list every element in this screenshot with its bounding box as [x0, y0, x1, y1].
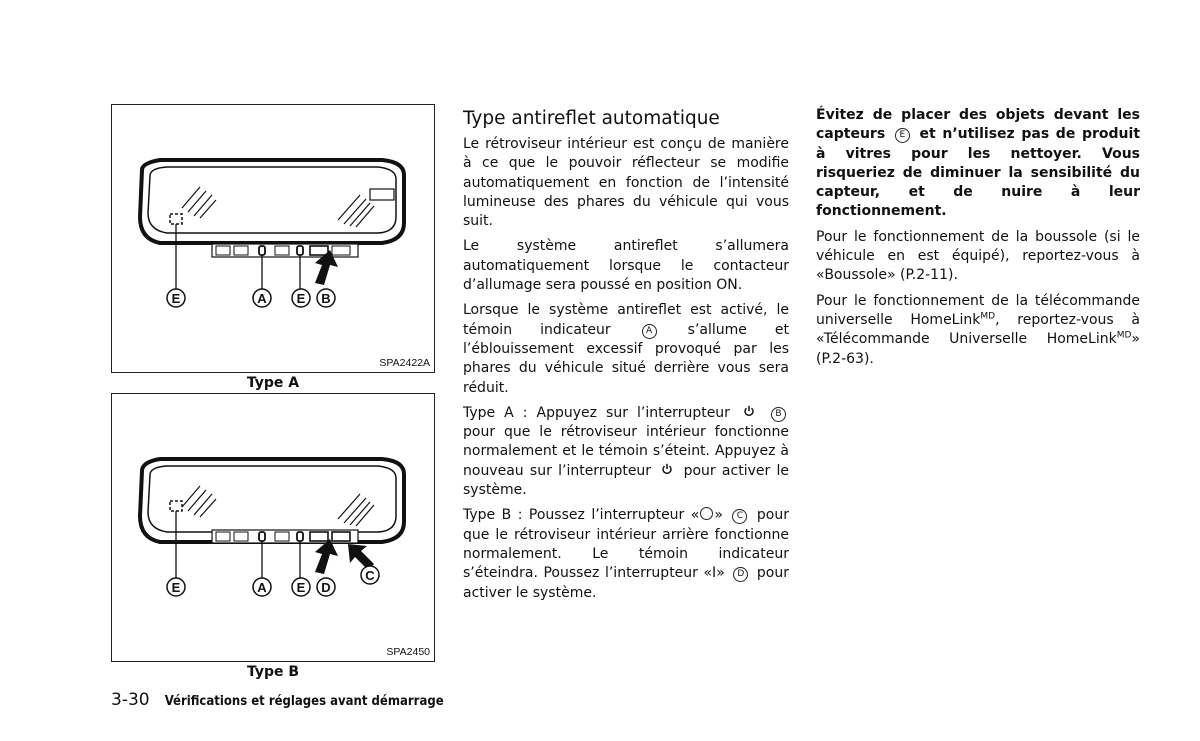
callout-a: A — [257, 580, 267, 595]
section-heading: Type antireflet automatique — [463, 108, 720, 129]
figure-caption: Type B — [246, 664, 300, 680]
paragraph: Pour le fonctionnement de la boussole (si le véhicule en est équipé), reportez-vous à «Boussole» (P.2-11). — [816, 228, 1140, 284]
paragraph: Le système antireflet s’allumera automatiquement lorsque le contacteur d’allumage sera poussé en position ON. — [463, 238, 789, 294]
callout-e: E — [296, 580, 306, 595]
callout-c: C — [365, 568, 375, 583]
circle-icon — [700, 507, 713, 520]
callout-d: D — [321, 580, 331, 595]
callout-b: B — [321, 291, 331, 306]
paragraph: Lorsque le système antireflet est activé, le témoin indicateur A s’allume et l’éblouissement excessif provoqué par les phares du véhicule situé derrière vous sera réduit. — [463, 302, 789, 396]
callout-a: A — [257, 291, 267, 306]
callout-e: E — [296, 291, 306, 306]
ref-marker: A — [642, 324, 657, 339]
middle-column — [463, 107, 789, 609]
paragraph: Type A : Appuyez sur l’interrupteur B pour que le rétroviseur intérieur fonctionne normalement et le témoin s’éteint. Appuyez à nouveau sur l’interrupteur pour activer le système. — [463, 404, 790, 499]
ref-marker: B — [771, 407, 786, 422]
mirror-diagram-b — [112, 394, 433, 660]
figure-code: SPA2450 — [386, 646, 430, 658]
figure-code: SPA2422A — [379, 357, 430, 369]
page-footer — [111, 690, 444, 710]
paragraph: Le rétroviseur intérieur est conçu de manière à ce que le pouvoir réflecteur se modifie automatiquement en fonction de l’intensité lumineuse des phares du véhicule qui vous suit. — [463, 136, 789, 230]
warning-paragraph: Évitez de placer des objets devant les capteurs E et n’utilisez pas de produit à vitres pour les nettoyer. Vous risqueriez de diminuer la sensibilité du capteur, et de nuire à leur fonctionnement. — [816, 107, 1141, 220]
callout-e: E — [171, 291, 181, 306]
figure-type-a — [111, 104, 435, 373]
power-icon — [743, 404, 755, 423]
figure-caption: Type A — [246, 375, 300, 391]
figure-type-b — [111, 393, 435, 662]
section-title: Vérifications et réglages avant démarrage — [164, 694, 444, 709]
paragraph: Type B : Poussez l’interrupteur « » C pour que le rétroviseur intérieur arrière fonctionne normalement. Le témoin indicateur s’éteindra. Poussez l’interrupteur «I» D pour activer le système. — [463, 507, 790, 601]
ref-marker: E — [895, 128, 910, 143]
mirror-diagram-a — [112, 105, 433, 371]
page-number: 3-30 — [111, 690, 150, 710]
power-icon — [661, 462, 673, 481]
right-column — [816, 106, 1140, 375]
paragraph: Pour le fonctionnement de la télécommande universelle HomeLink$^{MD}$, reportez-vous à «Télécommande Universelle HomeLink$^{MD}$» (P.2-63). — [816, 292, 1140, 367]
ref-marker: C — [732, 509, 747, 524]
ref-marker: D — [733, 567, 748, 582]
callout-e: E — [171, 580, 181, 595]
